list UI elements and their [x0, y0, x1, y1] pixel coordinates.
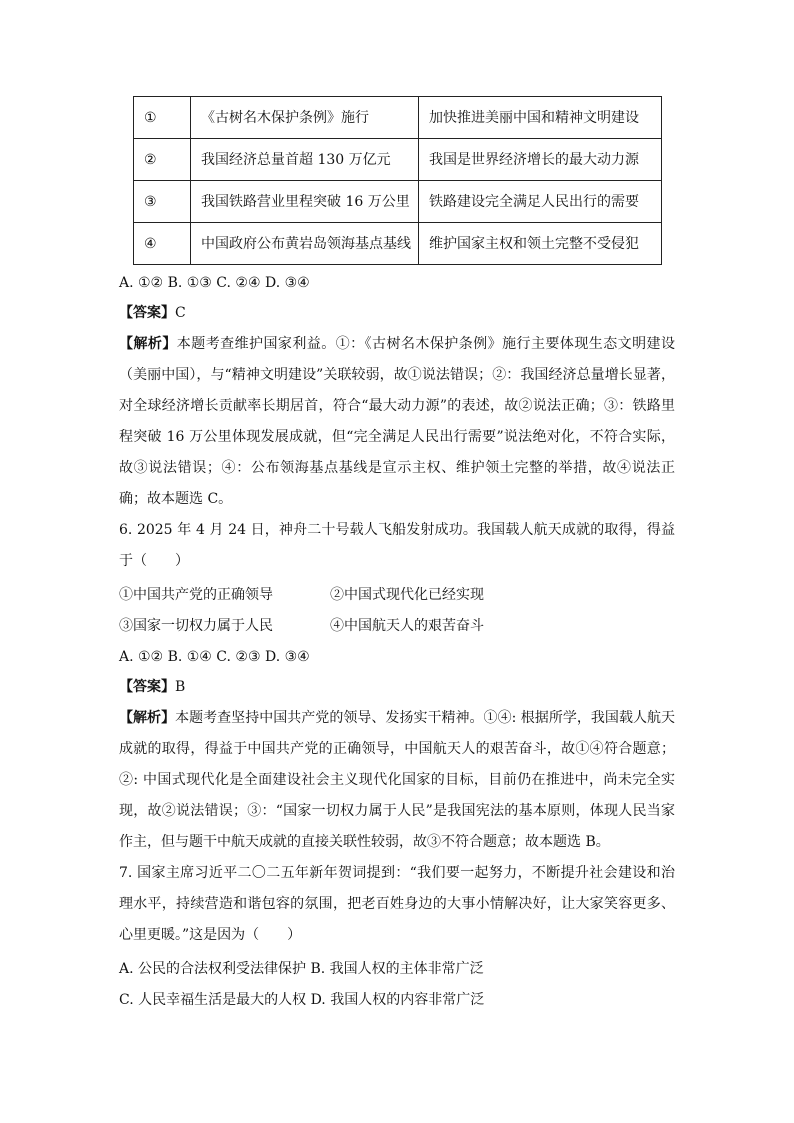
- row-meaning: 加快推进美丽中国和精神文明建设: [419, 97, 662, 139]
- row-meaning: 维护国家主权和领土完整不受侵犯: [419, 223, 662, 265]
- q6-option-3: ③国家一切权力属于人民: [119, 618, 273, 634]
- row-number: ③: [134, 181, 191, 223]
- row-event: 我国经济总量首超 130 万亿元: [191, 139, 419, 181]
- row-meaning: 铁路建设完全满足人民出行的需要: [419, 181, 662, 223]
- row-number: ④: [134, 223, 191, 265]
- table-row: [134, 97, 662, 139]
- answer-label: 【答案】: [119, 679, 175, 695]
- answer-label: 【答案】: [119, 305, 175, 321]
- analysis-label: 【解析】: [119, 710, 176, 726]
- row-meaning: 我国是世界经济增长的最大动力源: [419, 139, 662, 181]
- q6-answer: [119, 677, 679, 697]
- q6-choices: A. ①② B. ①④ C. ②③ D. ③④: [119, 649, 310, 665]
- q7-options-cd: C. 人民幸福生活是最大的人权 D. 我国人权的内容非常广泛: [119, 992, 485, 1008]
- q6-stem: 6. 2025 年 4 月 24 日，神舟二十号载人飞船发射成功。我国载人航天成就的取得，得益于（ ）: [119, 522, 675, 569]
- row-event: 中国政府公布黄岩岛领海基点基线: [191, 223, 419, 265]
- analysis-label: 【解析】: [119, 336, 177, 352]
- q6-analysis: [119, 703, 675, 858]
- answer-value: B: [175, 679, 186, 695]
- q6-option-4: ④中国航天人的艰苦奋斗: [330, 618, 484, 634]
- q7-stem: 7. 国家主席习近平二〇二五年新年贺词提到：“我们要一起努力，不断提升社会建设和治理水平，持续营造和谐包容的氛围，把老百姓身边的大事小情解决好，让大家笑容更多、心里更暖。”这是因为（ ）: [119, 865, 675, 943]
- table-row: [134, 181, 662, 223]
- q5-answer: [119, 303, 679, 323]
- row-number: ①: [134, 97, 191, 139]
- q6-option-2: ②中国式现代化已经实现: [330, 587, 484, 603]
- q5-analysis: [119, 329, 675, 515]
- q6-option-1: ①中国共产党的正确领导: [119, 587, 273, 603]
- q5-choices: A. ①② B. ①③ C. ②④ D. ③④: [119, 275, 310, 291]
- analysis-text: 本题考查坚持中国共产党的领导、发扬实干精神。①④: 根据所学，我国载人航天成就的取得，得益于中国共产党的正确领导，中国航天人的艰苦奋斗，故①④符合题意；②: 中国式现代化是全面建设社会主义现代化国家的目标，目前仍在推进中，尚未完全实现，故②说法错误；③：“国家一切权力属于人民”是我国宪法的基本原则，体现人民当家作主，但与题干中航天成就的直接关联性较弱，故③不符合题意；故本题选 B。: [119, 710, 676, 850]
- table-row: [134, 139, 662, 181]
- q6-options-row-2: [119, 616, 679, 636]
- analysis-text: 本题考查维护国家利益。①：《古树名木保护条例》施行主要体现生态文明建设（美丽中国），与“精神文明建设”关联较弱，故①说法错误；②：我国经济总量增长显著，对全球经济增长贡献率长期居首，符合“最大动力源”的表述，故②说法正确；③：铁路里程突破 16 万公里体现发展成就，但“完全满足人民出行需要”说法绝对化，不符合实际，故③说法错误；④：公布领海基点基线是宣示主权、维护领土完整的举措，故④说法正确；故本题选 C。: [119, 336, 676, 507]
- row-number: ②: [134, 139, 191, 181]
- table-row: [134, 223, 662, 265]
- row-event: 我国铁路营业里程突破 16 万公里: [191, 181, 419, 223]
- options-table: [133, 96, 662, 265]
- q7-options-ab: A. 公民的合法权利受法律保护 B. 我国人权的主体非常广泛: [119, 961, 484, 977]
- row-event: 《古树名木保护条例》施行: [191, 97, 419, 139]
- answer-value: C: [175, 305, 186, 321]
- q6-options-row-1: [119, 585, 679, 605]
